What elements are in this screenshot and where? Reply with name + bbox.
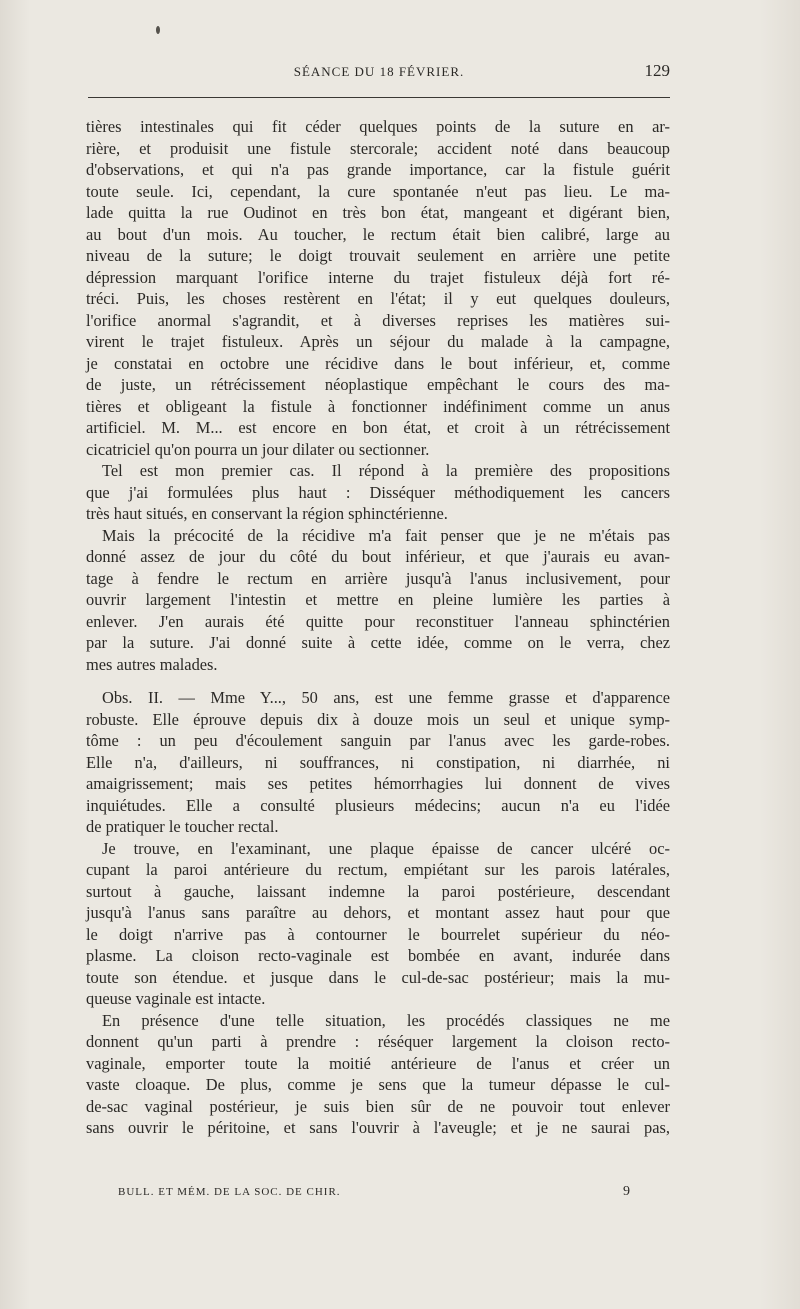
text-line: je constatai en octobre une récidive dans le bout inférieur, et, comme bbox=[86, 353, 670, 373]
text-line: enlever. J'en aurais été quitte pour reconstituer l'anneau sphinctérien bbox=[86, 611, 670, 631]
page-number: 129 bbox=[644, 61, 670, 80]
signature-mark: 9 bbox=[623, 1184, 630, 1199]
text-line: l'orifice anormal s'agrandit, et à diverses reprises les matières sui- bbox=[86, 310, 670, 330]
text-line: cupant la paroi antérieure du rectum, empiétant sur les parois latérales, bbox=[86, 860, 670, 879]
text-line: tôme : un peu d'écoulement sanguin par l'anus avec les garde-robes. bbox=[86, 731, 670, 750]
text-line: robuste. Elle éprouve depuis dix à douze mois un seul et unique symp- bbox=[86, 709, 670, 729]
text-line: toute son étendue. et jusque dans le cul-de-sac postérieur; mais la mu- bbox=[86, 967, 670, 987]
text-line: lade quitta la rue Oudinot en très bon état, mangeant et digérant bien, bbox=[86, 203, 670, 222]
text-line: Obs. II. — Mme Y..., 50 ans, est une femme grasse et d'apparence bbox=[102, 688, 670, 707]
text-line: jusqu'à l'anus sans paraître au dehors, et montant assez haut pour que bbox=[86, 903, 670, 922]
text-line: tières et obligeant la fistule à fonctionner indéfiniment comme un anus bbox=[86, 396, 670, 416]
text-line: sans ouvrir le péritoine, et sans l'ouvrir à l'aveugle; et je ne saurai pas, bbox=[86, 1118, 670, 1137]
text-line: queuse vaginale est intacte. bbox=[86, 989, 266, 1008]
text-line: ouvrir largement l'intestin et mettre en pleine lumière les parties à bbox=[86, 590, 670, 609]
text-line: par la suture. J'ai donné suite à cette idée, comme on le verra, chez bbox=[86, 633, 670, 652]
text-line: que j'ai formulées plus haut : Disséquer méthodiquement les cancers bbox=[86, 482, 670, 502]
text-line: Je trouve, en l'examinant, une plaque épaisse de cancer ulcéré oc- bbox=[102, 838, 670, 858]
text-line: vaste cloaque. De plus, comme je sens que la tumeur dépasse le cul- bbox=[86, 1075, 670, 1094]
text-line: artificiel. M. M... est encore en bon état, et croit à un rétrécissement bbox=[86, 418, 670, 437]
header-title: SÉANCE DU 18 FÉVRIER. bbox=[293, 64, 465, 79]
ink-speck bbox=[156, 26, 160, 34]
text-line: de juste, un rétrécissement néoplastique empêchant le cours des ma- bbox=[86, 375, 670, 394]
text-line: de pratiquer le toucher rectal. bbox=[86, 817, 279, 836]
text-line: surtout à gauche, laissant indemne la paroi postérieure, descendant bbox=[86, 881, 670, 901]
text-line: d'observations, et qui n'a pas grande importance, car la fistule guérit bbox=[86, 160, 670, 179]
text-line: plasme. La cloison recto-vaginale est bombée en avant, indurée dans bbox=[86, 946, 670, 965]
text-line: rière, et produisit une fistule stercorale; accident noté dans beaucoup bbox=[86, 138, 670, 158]
footer-journal: BULL. ET MÉM. DE LA SOC. DE CHIR. bbox=[118, 1186, 341, 1198]
text-line: niveau de la suture; le doigt trouvait seulement en arrière une petite bbox=[86, 246, 670, 265]
page-footer bbox=[118, 1186, 630, 1206]
running-header bbox=[88, 61, 670, 90]
text-line: au bout d'un mois. Au toucher, le rectum était bien calibré, large au bbox=[86, 224, 670, 244]
text-line: vaginale, emporter toute la moitié antérieure de l'anus et créer un bbox=[86, 1053, 670, 1073]
text-line: très haut situés, en conservant la région sphinctérienne. bbox=[86, 504, 448, 523]
text-line: tréci. Puis, les choses restèrent en l'état; il y eut quelques douleurs, bbox=[86, 289, 670, 308]
text-line: inquiétudes. Elle a consulté plusieurs médecins; aucun n'a eu l'idée bbox=[86, 795, 670, 815]
text-line: Elle n'a, d'ailleurs, ni souffrances, ni constipation, ni diarrhée, ni bbox=[86, 752, 670, 772]
text-line: mes autres malades. bbox=[86, 654, 218, 674]
body-text bbox=[86, 116, 670, 1139]
text-line: le doigt n'arrive pas à contourner le bourrelet supérieur du néo- bbox=[86, 924, 670, 944]
paragraph-gap bbox=[86, 675, 670, 687]
text-line: cicatriciel qu'on pourra un jour dilater ou sectionner. bbox=[86, 439, 430, 459]
text-line: dépression marquant l'orifice interne du trajet fistuleux déjà fort ré- bbox=[86, 267, 670, 287]
text-line: Tel est mon premier cas. Il répond à la première des propositions bbox=[102, 461, 670, 480]
text-line: donné assez de jour du côté du bout inférieur, et que j'aurais eu avan- bbox=[86, 547, 670, 566]
text-line: toute seule. Ici, cependant, la cure spontanée n'eut pas lieu. Le ma- bbox=[86, 181, 670, 201]
text-line: donnent qu'un parti à prendre : réséquer largement la cloison recto- bbox=[86, 1032, 670, 1051]
text-line: amaigrissement; mais ses petites hémorrhagies lui donnent de vives bbox=[86, 774, 670, 793]
text-line: de-sac vaginal postérieur, je suis bien sûr de ne pouvoir tout enlever bbox=[86, 1096, 670, 1116]
text-line: Mais la précocité de la récidive m'a fait penser que je ne m'étais pas bbox=[102, 525, 670, 545]
text-line: tage à fendre le rectum en arrière jusqu'à l'anus inclusivement, pour bbox=[86, 568, 670, 588]
text-line: En présence d'une telle situation, les procédés classiques ne me bbox=[102, 1010, 670, 1030]
header-rule bbox=[88, 97, 670, 98]
text-line: tières intestinales qui fit céder quelques points de la suture en ar- bbox=[86, 117, 670, 136]
text-line: virent le trajet fistuleux. Après un séjour du malade à la campagne, bbox=[86, 332, 670, 351]
